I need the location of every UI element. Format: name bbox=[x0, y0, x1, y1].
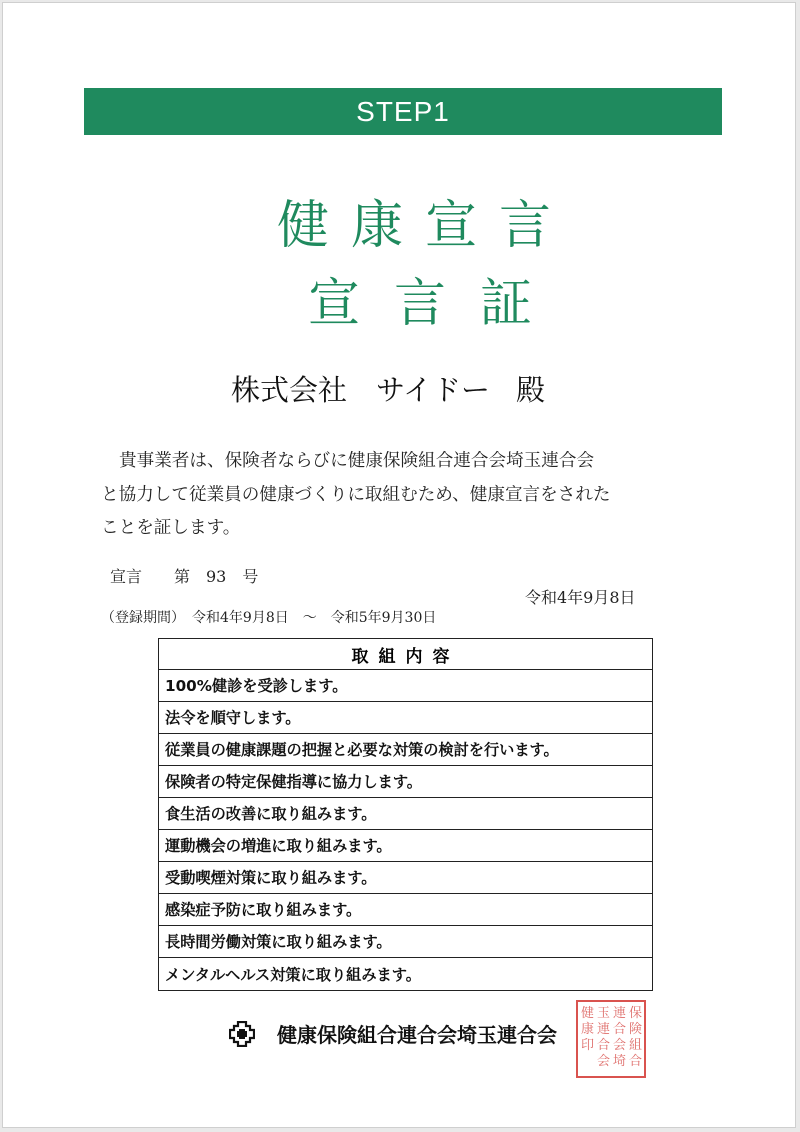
table-row: 法令を順守します。 bbox=[159, 702, 652, 734]
recipient-honorific: 殿 bbox=[515, 373, 545, 407]
body-line: 貴事業者は、保険者ならびに健康保険組合連合会埼玉連合会 bbox=[119, 451, 595, 471]
organization-name: 健康保険組合連合会埼玉連合会 bbox=[277, 1023, 557, 1047]
table-row: 感染症予防に取り組みます。 bbox=[159, 894, 652, 926]
svg-text:合: 合 bbox=[613, 1022, 627, 1037]
svg-text:会: 会 bbox=[597, 1054, 611, 1069]
commitments-table bbox=[158, 638, 653, 991]
body-text bbox=[101, 445, 691, 546]
declaration-number: 宣言 第 93 号 bbox=[110, 567, 259, 586]
recipient-company: 株式会社 サイドー bbox=[231, 373, 490, 407]
table-row: 運動機会の増進に取り組みます。 bbox=[159, 830, 652, 862]
body-line: ことを証します。 bbox=[101, 518, 241, 538]
svg-text:合: 合 bbox=[629, 1054, 643, 1069]
table-row: 従業員の健康課題の把握と必要な対策の検討を行います。 bbox=[159, 734, 652, 766]
recipient bbox=[231, 368, 545, 409]
title-line-1: 健康宣言 bbox=[276, 196, 573, 256]
svg-text:組: 組 bbox=[629, 1038, 643, 1053]
svg-text:康: 康 bbox=[581, 1022, 595, 1037]
table-row: 長時間労働対策に取り組みます。 bbox=[159, 926, 652, 958]
svg-text:合: 合 bbox=[597, 1038, 611, 1053]
commitments-header: 取組内容 bbox=[159, 639, 652, 670]
table-row: 保険者の特定保健指導に協力します。 bbox=[159, 766, 652, 798]
footer bbox=[229, 1019, 557, 1048]
cross-logo-icon bbox=[229, 1021, 255, 1047]
svg-text:玉: 玉 bbox=[597, 1006, 611, 1021]
table-row: メンタルヘルス対策に取り組みます。 bbox=[165, 965, 421, 984]
step-label: STEP1 bbox=[356, 95, 450, 127]
svg-text:連: 連 bbox=[597, 1022, 611, 1037]
svg-text:埼: 埼 bbox=[613, 1054, 627, 1069]
table-row: 100%健診を受診します。 bbox=[159, 670, 652, 702]
table-row: 受動喫煙対策に取り組みます。 bbox=[159, 862, 652, 894]
svg-text:会: 会 bbox=[613, 1038, 627, 1053]
table-row: 食生活の改善に取り組みます。 bbox=[159, 798, 652, 830]
svg-text:険: 険 bbox=[629, 1022, 643, 1037]
title-line-2: 宣言証 bbox=[307, 274, 566, 334]
issue-date: 令和4年9月8日 bbox=[525, 588, 636, 607]
certificate-page bbox=[2, 2, 796, 1128]
svg-text:連: 連 bbox=[613, 1006, 627, 1021]
svg-text:印: 印 bbox=[581, 1038, 595, 1053]
step-banner bbox=[84, 88, 722, 135]
registration-period: （登録期間） 令和4年9月8日 ～ 令和5年9月30日 bbox=[101, 610, 437, 626]
body-line: と協力して従業員の健康づくりに取組むため、健康宣言をされた bbox=[101, 484, 611, 505]
svg-text:健: 健 bbox=[581, 1006, 595, 1021]
svg-text:保: 保 bbox=[629, 1006, 643, 1021]
official-seal-icon bbox=[575, 999, 647, 1079]
